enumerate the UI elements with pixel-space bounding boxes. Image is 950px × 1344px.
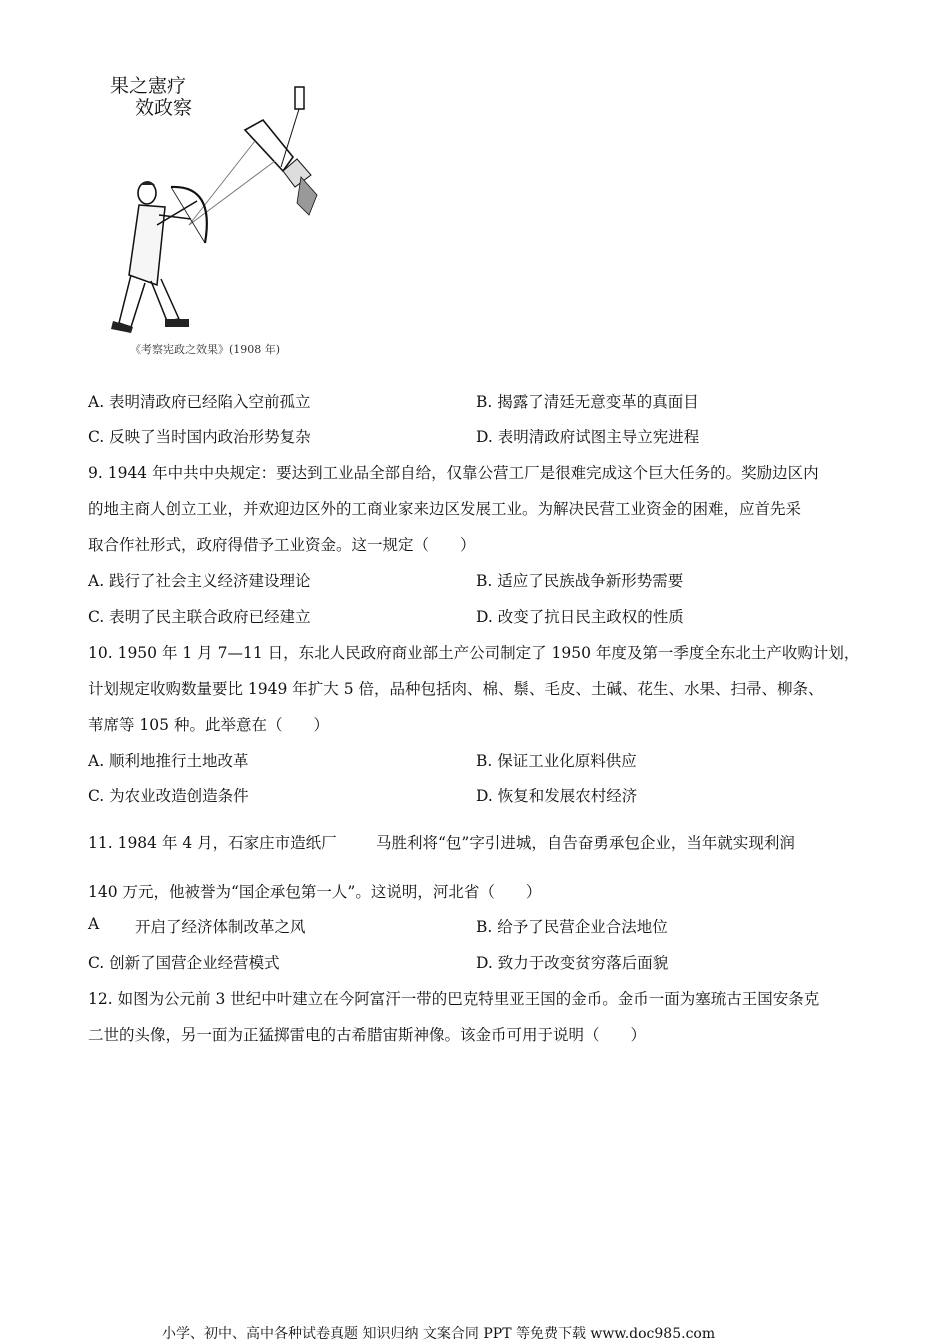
bottle-target-icon — [245, 120, 317, 215]
q12-line-1: 12. 如图为公元前 3 世纪中叶建立在今阿富汗一带的巴克特里亚王国的金币。金币一面为塞琉古王国安条克 — [88, 990, 820, 1008]
q11-option-b: B. 给予了民营企业合法地位 — [476, 918, 668, 936]
q9-option-a: A. 践行了社会主义经济建设理论 — [88, 572, 311, 590]
q9-option-b: B. 适应了民族战争新形势需要 — [476, 572, 684, 590]
q8-option-d: D. 表明清政府试图主导立宪进程 — [476, 428, 700, 446]
page-footer: 小学、初中、高中各种试卷真题 知识归纳 文案合同 PPT 等免费下载 www.doc985.com — [162, 1326, 716, 1342]
q9-option-d: D. 改变了抗日民主政权的性质 — [476, 608, 684, 626]
q10-line-2: 计划规定收购数量要比 1949 年扩大 5 倍，品种包括肉、棉、鬃、毛皮、土碱、花生、水果、扫帚、柳条、 — [88, 680, 824, 698]
q9-line-3: 取合作社形式，政府得借予工业资金。这一规定（ ） — [88, 536, 476, 554]
cartoon-title-line2: 效政察 — [135, 97, 193, 119]
q11-option-a: 开启了经济体制改革之风 — [135, 918, 306, 936]
q8-option-a: A. 表明清政府已经陷入空前孤立 — [88, 393, 311, 411]
q9-line-2: 的地主商人创立工业，并欢迎边区外的工商业家来边区发展工业。为解决民营工业资金的困难，应首先采 — [88, 500, 802, 518]
q11-option-a-letter: A — [88, 915, 100, 933]
q9-option-c: C. 表明了民主联合政府已经建立 — [88, 608, 311, 626]
cartoon-illustration — [105, 75, 335, 340]
q10-option-c: C. 为农业改造创造条件 — [88, 787, 249, 805]
q8-option-c: C. 反映了当时国内政治形势复杂 — [88, 428, 311, 446]
figure-caption: 《考察宪政之效果》(1908 年) — [130, 343, 281, 356]
q11-option-c: C. 创新了国营企业经营模式 — [88, 954, 280, 972]
hanging-sign-icon — [281, 87, 304, 167]
q12-line-2: 二世的头像，另一面为正猛掷雷电的古希腊宙斯神像。该金币可用于说明（ ） — [88, 1026, 647, 1044]
cartoon-title-line1: 果之憲疗 — [110, 75, 187, 97]
q10-option-a: A. 顺利地推行土地改革 — [88, 752, 249, 770]
q11-line-1a: 11. 1984 年 4 月，石家庄市造纸厂 — [88, 834, 337, 852]
q11-line-1b: 马胜利将“包”字引进城，自告奋勇承包企业，当年就实现利润 — [376, 834, 795, 852]
archer-figure-icon — [111, 181, 207, 333]
q10-option-d: D. 恢复和发展农村经济 — [476, 787, 638, 805]
q10-line-3: 苇席等 105 种。此举意在（ ） — [88, 716, 329, 734]
q8-option-b: B. 揭露了清廷无意变革的真面目 — [476, 393, 699, 411]
q11-option-d: D. 致力于改变贫穷落后面貌 — [476, 954, 669, 972]
q10-line-1: 10. 1950 年 1 月 7—11 日，东北人民政府商业部土产公司制定了 1950 年度及第一季度全东北土产收购计划， — [88, 644, 860, 662]
q10-option-b: B. 保证工业化原料供应 — [476, 752, 637, 770]
q11-line-2: 140 万元，他被誉为“国企承包第一人”。这说明，河北省（ ） — [88, 883, 542, 901]
q9-line-1: 9. 1944 年中共中央规定：要达到工业品全部自给，仅靠公营工厂是很难完成这个巨大任务的。奖励边区内 — [88, 464, 819, 482]
